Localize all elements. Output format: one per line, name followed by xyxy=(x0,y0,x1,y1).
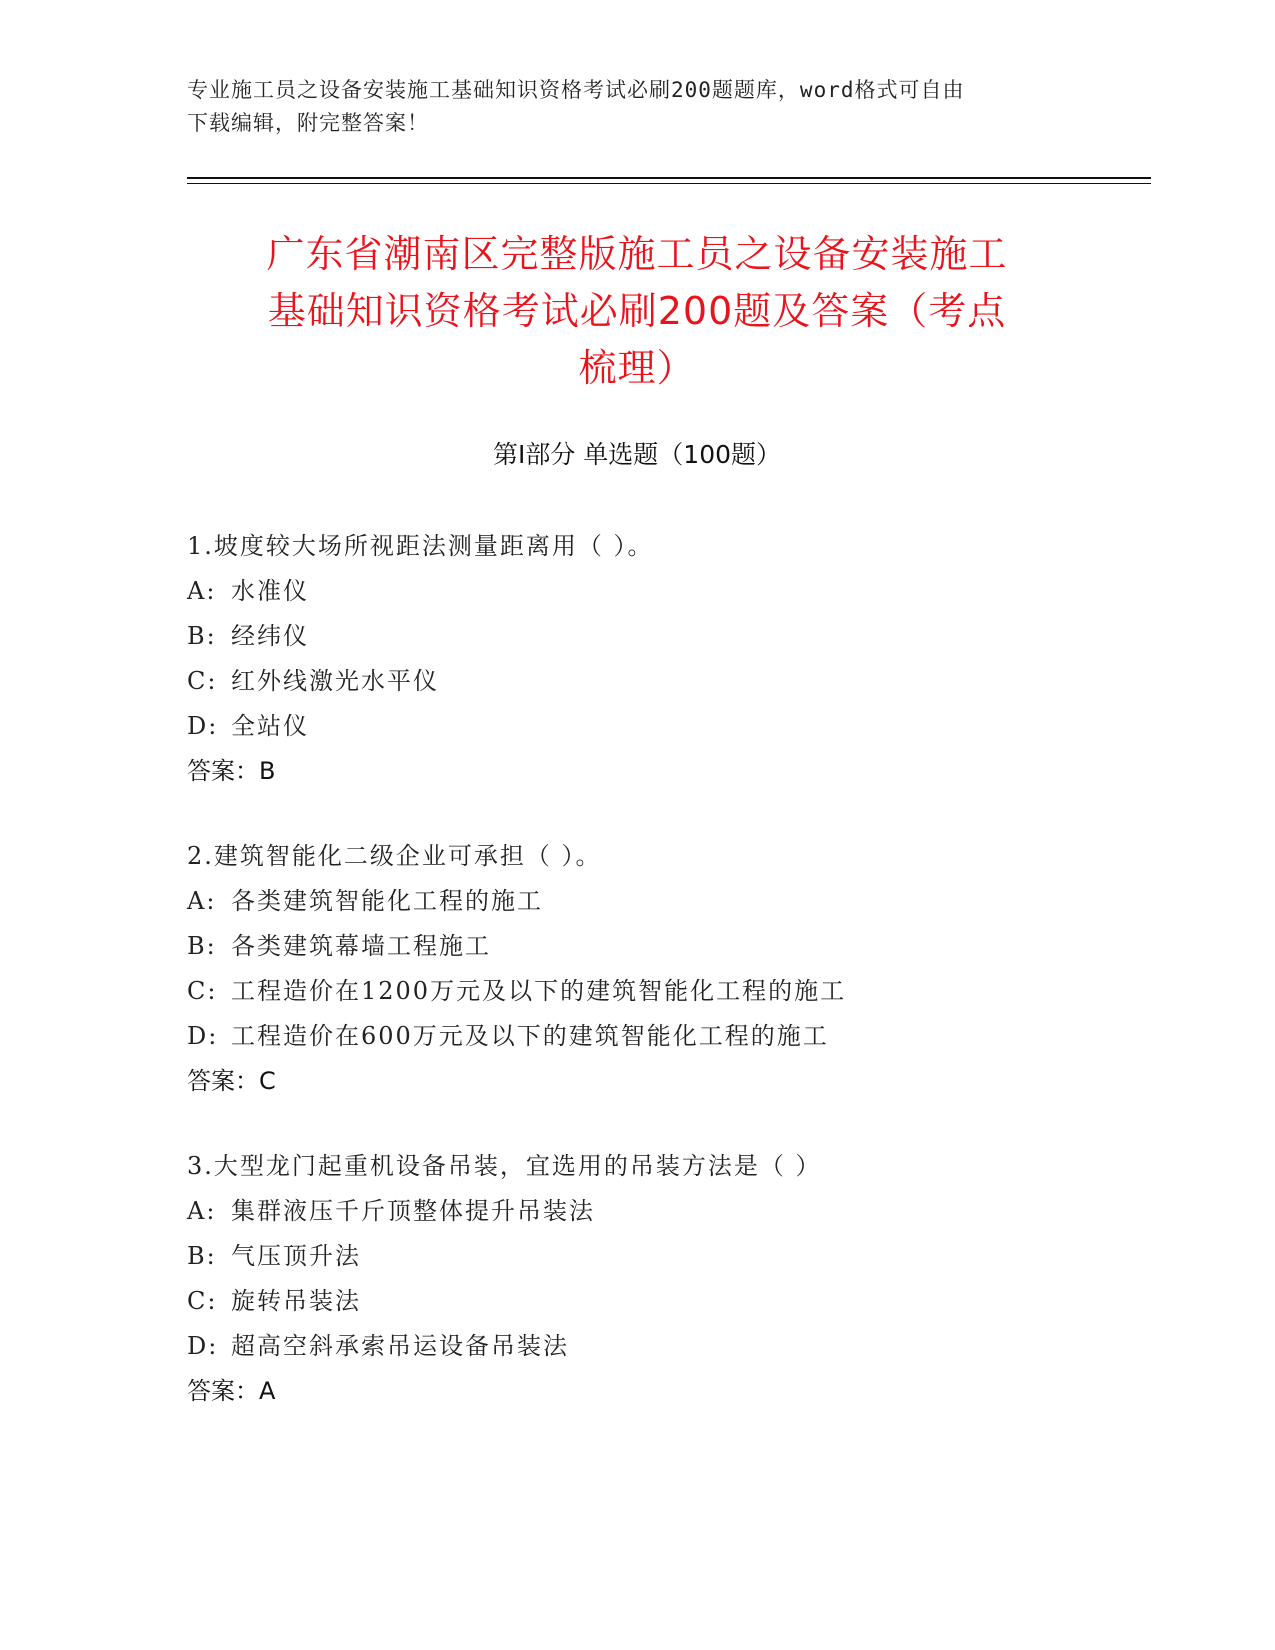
option-text: 集群液压千斤顶整体提升吊装法 xyxy=(231,1197,595,1225)
option-b xyxy=(187,924,1087,969)
option-b xyxy=(187,614,1087,659)
header-note xyxy=(187,74,1087,140)
option-text: 全站仪 xyxy=(231,712,309,740)
option-c xyxy=(187,659,1087,704)
option-key: D: xyxy=(187,712,219,740)
option-text: 经纬仪 xyxy=(231,622,309,650)
option-key: C: xyxy=(187,1287,218,1315)
section-title: 第Ⅰ部分 单选题（100题） xyxy=(492,440,782,469)
option-text: 工程造价在1200万元及以下的建筑智能化工程的施工 xyxy=(231,977,847,1005)
option-key: C: xyxy=(187,667,218,695)
option-text: 各类建筑幕墙工程施工 xyxy=(231,932,491,960)
option-text: 气压顶升法 xyxy=(231,1242,361,1270)
question-stem: 1.坡度较大场所视距法测量距离用（ ）。 xyxy=(187,532,654,560)
option-key: D: xyxy=(187,1332,219,1360)
option-text: 工程造价在600万元及以下的建筑智能化工程的施工 xyxy=(231,1022,829,1050)
answer: 答案：B xyxy=(187,757,276,785)
header-note-line: 专业施工员之设备安装施工基础知识资格考试必刷200题题库，word格式可自由 xyxy=(187,78,965,102)
document-title-line: 基础知识资格考试必刷200题及答案（考点 xyxy=(267,289,1007,333)
option-key: B: xyxy=(187,932,217,960)
answer: 答案：A xyxy=(187,1377,276,1405)
question-3 xyxy=(187,1144,1087,1414)
document-title xyxy=(187,226,1087,397)
option-c xyxy=(187,1279,1087,1324)
option-d xyxy=(187,1324,1087,1369)
document-title-line: 广东省潮南区完整版施工员之设备安装施工 xyxy=(266,232,1008,276)
option-key: B: xyxy=(187,1242,217,1270)
option-text: 水准仪 xyxy=(231,577,309,605)
option-d xyxy=(187,704,1087,749)
option-text: 旋转吊装法 xyxy=(231,1287,361,1315)
document-title-line: 梳理） xyxy=(578,346,696,390)
header-divider-thin xyxy=(187,183,1151,184)
question-stem: 3.大型龙门起重机设备吊装，宜选用的吊装方法是（ ） xyxy=(187,1152,822,1180)
answer: 答案：C xyxy=(187,1067,276,1095)
option-a xyxy=(187,879,1087,924)
option-key: A: xyxy=(187,577,217,605)
option-key: D: xyxy=(187,1022,219,1050)
option-text: 超高空斜承索吊运设备吊装法 xyxy=(231,1332,569,1360)
option-d xyxy=(187,1014,1087,1059)
option-key: A: xyxy=(187,887,217,915)
option-a xyxy=(187,1189,1087,1234)
option-text: 各类建筑智能化工程的施工 xyxy=(231,887,543,915)
option-key: A: xyxy=(187,1197,217,1225)
question-stem: 2.建筑智能化二级企业可承担（ ）。 xyxy=(187,842,602,870)
header-note-line: 下载编辑，附完整答案！ xyxy=(187,111,429,135)
question-list xyxy=(187,524,1087,1454)
header-divider-thick xyxy=(187,177,1151,179)
question-2 xyxy=(187,834,1087,1104)
option-key: B: xyxy=(187,622,217,650)
question-1 xyxy=(187,524,1087,794)
option-a xyxy=(187,569,1087,614)
option-c xyxy=(187,969,1087,1014)
option-text: 红外线激光水平仪 xyxy=(231,667,439,695)
option-b xyxy=(187,1234,1087,1279)
option-key: C: xyxy=(187,977,218,1005)
